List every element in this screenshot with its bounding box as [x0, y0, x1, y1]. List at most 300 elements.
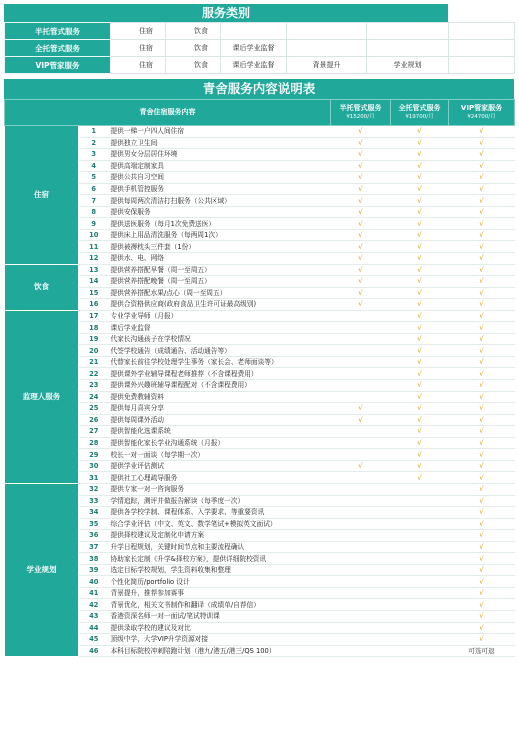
item-number: 13 [79, 264, 109, 276]
service-item-row [5, 634, 515, 646]
category-label: 饮食 [5, 264, 79, 310]
service-type-cell: 饮食 [166, 40, 221, 57]
item-text: 选定目标学校规划，学生资料收集和整理 [109, 564, 331, 576]
item-number: 28 [79, 437, 109, 449]
item-text: 协助家长定制《升学&择校方案》，提供详细院校资讯 [109, 553, 331, 565]
title-spacer [448, 4, 514, 22]
empty-cell [331, 380, 391, 392]
check-mark-icon: √ [449, 587, 515, 599]
item-text: 提供每周两次清洁打扫服务（公共区域） [109, 195, 331, 207]
item-number: 33 [79, 495, 109, 507]
item-text: 提供智能化选课系统 [109, 426, 331, 438]
empty-cell [331, 553, 391, 565]
service-item-row [5, 160, 515, 172]
item-number: 42 [79, 599, 109, 611]
empty-cell [391, 564, 449, 576]
item-text: 提供学业评估测试 [109, 460, 331, 472]
check-mark-icon: √ [391, 264, 449, 276]
item-number: 46 [79, 645, 109, 657]
item-text: 提供营养搭配早餐（周一至周五） [109, 264, 331, 276]
item-text: 代替家长前往学校处理学生事务（家长会、老师面谈等） [109, 356, 331, 368]
service-item-row [5, 576, 515, 588]
empty-cell [331, 576, 391, 588]
service-type-cell [367, 40, 449, 57]
item-number: 41 [79, 587, 109, 599]
item-number: 14 [79, 276, 109, 288]
service-item-row [5, 495, 515, 507]
empty-cell [391, 587, 449, 599]
check-mark-icon: √ [449, 241, 515, 253]
service-type-cell: 学业规划 [367, 57, 449, 74]
empty-cell [331, 437, 391, 449]
item-number: 1 [79, 126, 109, 138]
check-mark-icon: √ [331, 264, 391, 276]
item-number: 9 [79, 218, 109, 230]
item-text: 个性化简历/portfolio 设计 [109, 576, 331, 588]
service-item-row [5, 645, 515, 657]
check-mark-icon: √ [449, 368, 515, 380]
empty-cell [391, 599, 449, 611]
check-mark-icon: √ [449, 299, 515, 311]
item-text: 提供智能化家长学业沟通系统（月报） [109, 437, 331, 449]
item-text: 课后学业监督 [109, 322, 331, 334]
service-item-row [5, 414, 515, 426]
empty-cell [331, 622, 391, 634]
item-number: 12 [79, 253, 109, 265]
service-item-row [5, 333, 515, 345]
empty-cell [331, 518, 391, 530]
empty-cell [391, 495, 449, 507]
check-mark-icon: √ [331, 460, 391, 472]
check-mark-icon: √ [449, 576, 515, 588]
service-item-row [5, 518, 515, 530]
check-mark-icon: √ [331, 172, 391, 184]
item-number: 22 [79, 368, 109, 380]
service-item-row [5, 483, 515, 495]
item-number: 44 [79, 622, 109, 634]
plan-header-vip: VIP管家服务 ¥24700/月 [449, 100, 515, 126]
service-type-row [5, 40, 515, 57]
item-text: 提供一梯一户四人间住宿 [109, 126, 331, 138]
empty-cell [391, 518, 449, 530]
check-mark-icon: √ [391, 472, 449, 484]
check-mark-icon: √ [331, 414, 391, 426]
item-text: 提供独立卫生间 [109, 137, 331, 149]
service-item-row [5, 137, 515, 149]
item-number: 30 [79, 460, 109, 472]
item-number: 40 [79, 576, 109, 588]
service-type-cell [287, 23, 367, 40]
check-mark-icon: √ [391, 391, 449, 403]
check-mark-icon: √ [449, 380, 515, 392]
check-mark-icon: √ [331, 253, 391, 265]
check-mark-icon: √ [391, 137, 449, 149]
check-mark-icon: √ [449, 206, 515, 218]
item-text: 升学日程规划，关键时间节点和主要流程确认 [109, 541, 331, 553]
item-number: 34 [79, 507, 109, 519]
check-mark-icon: √ [391, 449, 449, 461]
empty-cell [331, 391, 391, 403]
check-mark-icon: √ [449, 253, 515, 265]
item-text: 代签学校通告（成绩通告、活动通告等） [109, 345, 331, 357]
service-type-cell: 饮食 [166, 57, 221, 74]
service-item-row [5, 599, 515, 611]
check-mark-icon: √ [449, 149, 515, 161]
check-mark-icon: √ [391, 460, 449, 472]
item-number: 4 [79, 160, 109, 172]
check-mark-icon: √ [391, 299, 449, 311]
service-type-cell [221, 23, 287, 40]
item-number: 8 [79, 206, 109, 218]
service-type-row [5, 57, 515, 74]
service-item-row [5, 264, 515, 276]
check-mark-icon: √ [449, 391, 515, 403]
service-type-cell: 课后学业监督 [221, 40, 287, 57]
check-mark-icon: √ [449, 610, 515, 622]
check-mark-icon: √ [331, 241, 391, 253]
check-mark-icon: √ [449, 264, 515, 276]
service-types-table [4, 22, 515, 74]
check-mark-icon: √ [391, 368, 449, 380]
service-item-row [5, 587, 515, 599]
empty-cell [331, 356, 391, 368]
check-mark-icon: √ [391, 287, 449, 299]
service-item-row [5, 610, 515, 622]
check-mark-icon: √ [331, 183, 391, 195]
item-number: 7 [79, 195, 109, 207]
item-text: 提供专家一对一咨询服务 [109, 483, 331, 495]
item-number: 6 [79, 183, 109, 195]
check-mark-icon: √ [391, 333, 449, 345]
item-text: 提供每月喜宾分享 [109, 403, 331, 415]
check-mark-icon: √ [331, 195, 391, 207]
item-number: 3 [79, 149, 109, 161]
check-mark-icon: √ [391, 437, 449, 449]
optional-note: 可选可退 [449, 645, 515, 657]
check-mark-icon: √ [391, 160, 449, 172]
item-number: 21 [79, 356, 109, 368]
check-mark-icon: √ [331, 218, 391, 230]
service-type-empty [449, 57, 515, 74]
empty-cell [331, 645, 391, 657]
item-text: 提供送医服务（每月1次免费送医） [109, 218, 331, 230]
empty-cell [331, 310, 391, 322]
empty-cell [331, 634, 391, 646]
service-item-row [5, 541, 515, 553]
item-number: 5 [79, 172, 109, 184]
empty-cell [331, 368, 391, 380]
service-item-row [5, 172, 515, 184]
check-mark-icon: √ [391, 310, 449, 322]
empty-cell [331, 483, 391, 495]
check-mark-icon: √ [449, 564, 515, 576]
item-number: 10 [79, 229, 109, 241]
empty-cell [391, 507, 449, 519]
service-item-row [5, 530, 515, 542]
service-type-cell: 饮食 [166, 23, 221, 40]
service-item-row [5, 253, 515, 265]
service-item-row [5, 149, 515, 161]
empty-cell [331, 333, 391, 345]
check-mark-icon: √ [391, 345, 449, 357]
empty-cell [391, 483, 449, 495]
check-mark-icon: √ [331, 229, 391, 241]
service-item-row [5, 460, 515, 472]
check-mark-icon: √ [391, 322, 449, 334]
empty-cell [331, 449, 391, 461]
item-number: 11 [79, 241, 109, 253]
item-text: 提供录取学校的建议及对比 [109, 622, 331, 634]
item-text: 提供社工心理疏导服务 [109, 472, 331, 484]
item-text: 提供每周课外活动 [109, 414, 331, 426]
item-number: 35 [79, 518, 109, 530]
item-text: 背景优化，相关文书制作和翻译（成绩单/自荐信） [109, 599, 331, 611]
service-item-row [5, 507, 515, 519]
item-text: 提供安保服务 [109, 206, 331, 218]
plan-header-full: 全托管式服务 ¥19700/月 [391, 100, 449, 126]
category-label: 住宿 [5, 126, 79, 265]
check-mark-icon: √ [331, 299, 391, 311]
item-text: 专业学业导师（月报） [109, 310, 331, 322]
check-mark-icon: √ [449, 310, 515, 322]
service-type-row [5, 23, 515, 40]
empty-cell [391, 553, 449, 565]
service-item-row [5, 380, 515, 392]
item-number: 43 [79, 610, 109, 622]
service-item-row [5, 403, 515, 415]
service-type-empty [449, 23, 515, 40]
item-text: 顶级中学，大学VIP升学资源对接 [109, 634, 331, 646]
empty-cell [391, 576, 449, 588]
service-item-row [5, 195, 515, 207]
empty-cell [331, 599, 391, 611]
check-mark-icon: √ [449, 172, 515, 184]
check-mark-icon: √ [449, 356, 515, 368]
category-label: 学业规划 [5, 483, 79, 656]
category-label: 监理人服务 [5, 310, 79, 483]
check-mark-icon: √ [449, 333, 515, 345]
item-number: 15 [79, 287, 109, 299]
details-title: 青舍服务内容说明表 [4, 79, 514, 99]
check-mark-icon: √ [449, 518, 515, 530]
check-mark-icon: √ [391, 426, 449, 438]
check-mark-icon: √ [449, 322, 515, 334]
service-type-empty [449, 40, 515, 57]
item-text: 本科目标院校冲刺陪跑计划（港九/港五/港三/QS 100） [109, 645, 331, 657]
check-mark-icon: √ [449, 460, 515, 472]
service-item-row [5, 299, 515, 311]
service-item-row [5, 229, 515, 241]
service-item-row [5, 426, 515, 438]
check-mark-icon: √ [449, 634, 515, 646]
service-type-cell: 背景提升 [287, 57, 367, 74]
item-text: 提供公共自习空间 [109, 172, 331, 184]
item-number: 16 [79, 299, 109, 311]
item-text: 提供床上用品清洗服务（每两周1次） [109, 229, 331, 241]
item-number: 19 [79, 333, 109, 345]
service-type-cell [287, 40, 367, 57]
check-mark-icon: √ [391, 206, 449, 218]
item-number: 39 [79, 564, 109, 576]
details-header-row [5, 100, 515, 126]
item-text: 提供营养搭配晚餐（周一至周五） [109, 276, 331, 288]
service-item-row [5, 437, 515, 449]
service-types-title: 服务类别 [4, 4, 448, 22]
item-number: 31 [79, 472, 109, 484]
plan-header-half: 半托管式服务 ¥15200/月 [331, 100, 391, 126]
item-text: 提供合资格供应商(政府食品卫生许可证最高级别) [109, 299, 331, 311]
check-mark-icon: √ [449, 507, 515, 519]
service-item-row [5, 310, 515, 322]
check-mark-icon: √ [449, 345, 515, 357]
empty-cell [391, 645, 449, 657]
check-mark-icon: √ [331, 287, 391, 299]
service-details-table [4, 99, 515, 657]
check-mark-icon: √ [391, 380, 449, 392]
check-mark-icon: √ [449, 530, 515, 542]
item-text: 背景提升，推荐参加赛事 [109, 587, 331, 599]
item-number: 23 [79, 380, 109, 392]
check-mark-icon: √ [449, 472, 515, 484]
check-mark-icon: √ [449, 426, 515, 438]
empty-cell [391, 622, 449, 634]
service-item-row [5, 287, 515, 299]
check-mark-icon: √ [449, 449, 515, 461]
service-type-cell: 住宿 [111, 40, 166, 57]
item-text: 提供水、电、网络 [109, 253, 331, 265]
empty-cell [331, 610, 391, 622]
service-type-label: 半托管式服务 [5, 23, 111, 40]
check-mark-icon: √ [449, 622, 515, 634]
item-text: 提供课外兴趣班辅导课程配对（不含课程费用） [109, 380, 331, 392]
check-mark-icon: √ [391, 241, 449, 253]
check-mark-icon: √ [391, 276, 449, 288]
item-number: 29 [79, 449, 109, 461]
item-text: 提供男女分层居住环境 [109, 149, 331, 161]
check-mark-icon: √ [391, 126, 449, 138]
check-mark-icon: √ [449, 483, 515, 495]
check-mark-icon: √ [391, 149, 449, 161]
empty-cell [331, 507, 391, 519]
check-mark-icon: √ [449, 414, 515, 426]
service-item-row [5, 322, 515, 334]
service-item-row [5, 356, 515, 368]
empty-cell [391, 541, 449, 553]
empty-cell [331, 530, 391, 542]
item-text: 香港资深名师一对一面试/笔试特训课 [109, 610, 331, 622]
item-number: 18 [79, 322, 109, 334]
service-item-row [5, 622, 515, 634]
empty-cell [331, 564, 391, 576]
service-item-row [5, 218, 515, 230]
service-type-cell: 课后学业监督 [221, 57, 287, 74]
empty-cell [331, 541, 391, 553]
check-mark-icon: √ [391, 414, 449, 426]
check-mark-icon: √ [331, 403, 391, 415]
item-text: 提供营养搭配水果/点心（周一至周五） [109, 287, 331, 299]
empty-cell [391, 634, 449, 646]
item-text: 校长一对一面谈（每学期一次） [109, 449, 331, 461]
item-number: 2 [79, 137, 109, 149]
service-item-row [5, 368, 515, 380]
item-number: 25 [79, 403, 109, 415]
item-text: 提供择校建议及定制化申请方案 [109, 530, 331, 542]
empty-cell [331, 495, 391, 507]
service-item-row [5, 553, 515, 565]
empty-cell [331, 426, 391, 438]
item-text: 提供免费教辅资料 [109, 391, 331, 403]
check-mark-icon: √ [449, 599, 515, 611]
check-mark-icon: √ [449, 160, 515, 172]
check-mark-icon: √ [449, 218, 515, 230]
item-text: 提供高端定制家具 [109, 160, 331, 172]
item-text: 提供各学校学制、课程体系、入学要求、等重要资讯 [109, 507, 331, 519]
check-mark-icon: √ [331, 160, 391, 172]
check-mark-icon: √ [391, 183, 449, 195]
empty-cell [391, 610, 449, 622]
item-number: 27 [79, 426, 109, 438]
check-mark-icon: √ [331, 276, 391, 288]
check-mark-icon: √ [391, 403, 449, 415]
check-mark-icon: √ [449, 541, 515, 553]
service-type-cell: 住宿 [111, 57, 166, 74]
check-mark-icon: √ [449, 403, 515, 415]
check-mark-icon: √ [391, 229, 449, 241]
empty-cell [331, 345, 391, 357]
service-type-cell: 住宿 [111, 23, 166, 40]
check-mark-icon: √ [391, 218, 449, 230]
item-number: 17 [79, 310, 109, 322]
item-text: 综合学业评估（中文、英文、数学笔试+模拟英文面试） [109, 518, 331, 530]
item-number: 24 [79, 391, 109, 403]
item-number: 36 [79, 530, 109, 542]
item-text: 代家长沟通孩子在学校情况 [109, 333, 331, 345]
item-number: 20 [79, 345, 109, 357]
empty-cell [331, 587, 391, 599]
service-type-cell [367, 23, 449, 40]
check-mark-icon: √ [331, 137, 391, 149]
empty-cell [331, 322, 391, 334]
check-mark-icon: √ [331, 206, 391, 218]
service-item-row [5, 472, 515, 484]
item-text: 提供课外学业辅导课程老师推荐（不含课程费用） [109, 368, 331, 380]
service-item-row [5, 126, 515, 138]
check-mark-icon: √ [449, 495, 515, 507]
empty-cell [331, 472, 391, 484]
content-header: 青舍住宿服务内容 [5, 100, 331, 126]
check-mark-icon: √ [391, 172, 449, 184]
check-mark-icon: √ [449, 229, 515, 241]
check-mark-icon: √ [449, 437, 515, 449]
item-number: 26 [79, 414, 109, 426]
check-mark-icon: √ [449, 195, 515, 207]
check-mark-icon: √ [449, 126, 515, 138]
service-item-row [5, 391, 515, 403]
item-number: 37 [79, 541, 109, 553]
check-mark-icon: √ [331, 126, 391, 138]
check-mark-icon: √ [449, 553, 515, 565]
check-mark-icon: √ [331, 149, 391, 161]
check-mark-icon: √ [449, 276, 515, 288]
check-mark-icon: √ [449, 183, 515, 195]
check-mark-icon: √ [449, 137, 515, 149]
item-text: 提供被褥枕头三件套（1份） [109, 241, 331, 253]
service-item-row [5, 345, 515, 357]
check-mark-icon: √ [391, 195, 449, 207]
service-item-row [5, 276, 515, 288]
item-number: 32 [79, 483, 109, 495]
check-mark-icon: √ [391, 253, 449, 265]
